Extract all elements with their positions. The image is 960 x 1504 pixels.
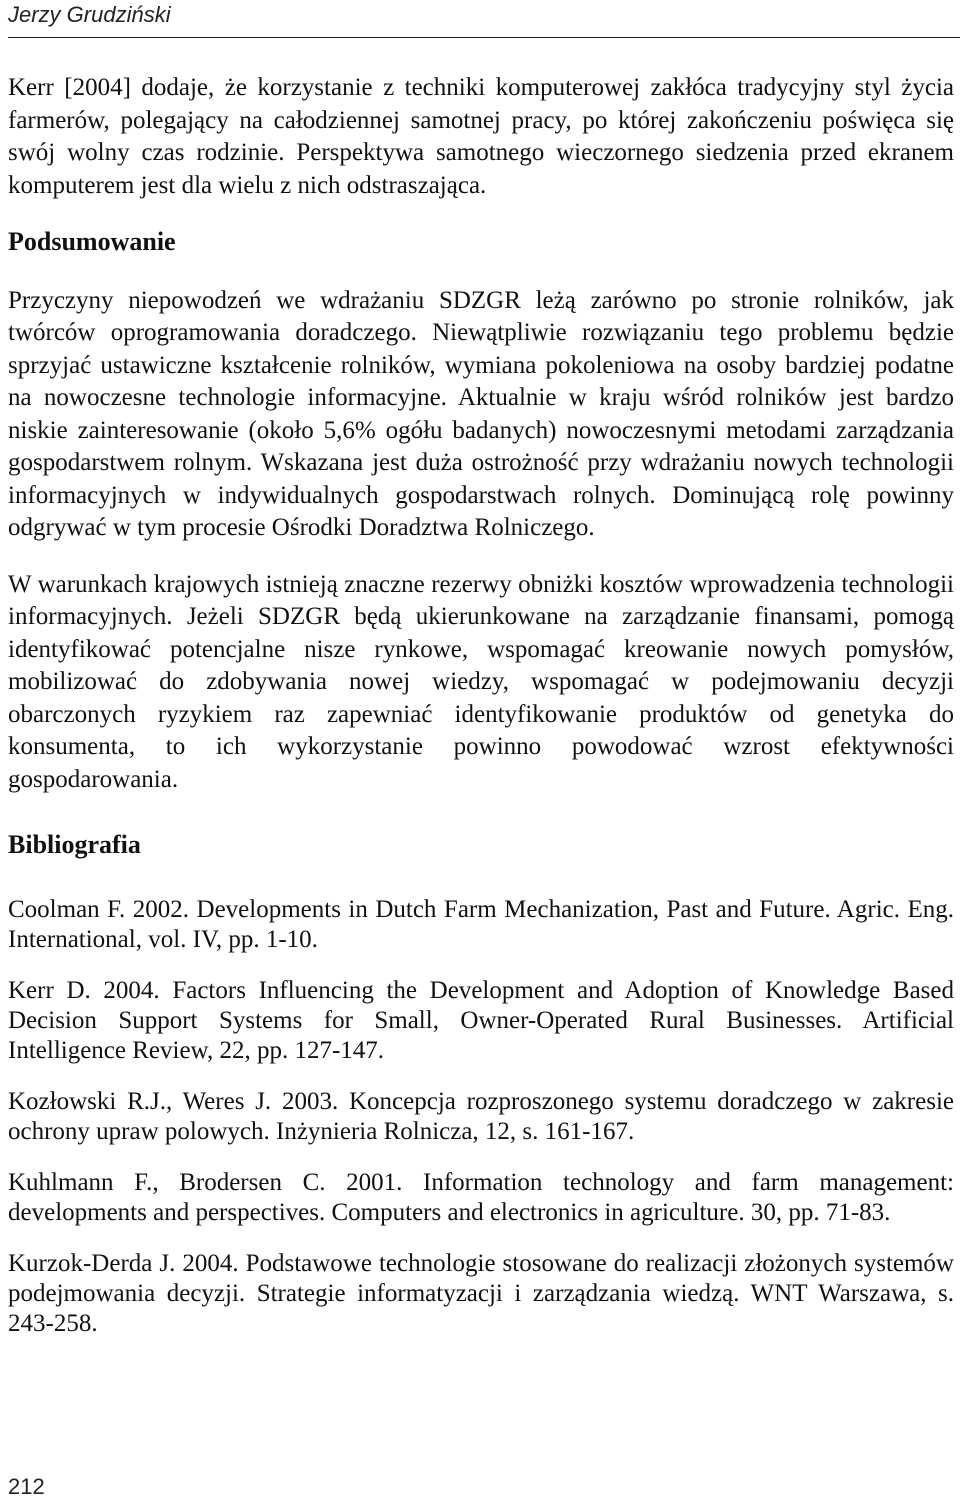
reference-entry-coolman: Coolman F. 2002. Developments in Dutch Farm Mechanization, Past and Future. Agric. Eng. International, vol. IV, pp. 1-10. (8, 895, 954, 953)
spacer (8, 796, 954, 829)
page-number: 212 (8, 1474, 45, 1499)
reference-entry-kurzok-derda: Kurzok-Derda J. 2004. Podstawowe technologie stosowane do realizacji złożonych systemów podejmowania decyzji. Strategie informatyzacji i zarządzania wiedzą. WNT Warszawa, s. 243-258. (8, 1249, 954, 1337)
summary-paragraph-2: W warunkach krajowych istnieją znaczne rezerwy obniżki kosztów wprowadzenia technologii informacyjnych. Jeżeli SDZGR będą ukierunkowane na zarządzanie finansami, pomogą identyfikować potencjalne nisze rynkowe, wspomagać kreowanie nowych pomysłów, mobilizować do zdobywania nowej wiedzy, wspomagać w podejmowaniu decyzji obarczonych ryzykiem raz zapewniać identyfikowanie produktów od genetyka do konsumenta, to ich wykorzystanie powinno powodować wzrost efektywności gospodarowania. (8, 570, 954, 793)
reference-entry-kozlowski: Kozłowski R.J., Weres J. 2003. Koncepcja rozproszonego systemu doradczego w zakresie ochrony upraw polowych. Inżynieria Rolnicza, 12, s. 161-167. (8, 1087, 954, 1145)
bibliography-heading: Bibliografia (8, 830, 141, 859)
spacer (8, 545, 954, 569)
spacer (8, 1066, 954, 1087)
summary-paragraph-1: Przyczyny niepowodzeń we wdrażaniu SDZGR leżą zarówno po stronie rolników, jak twórców oprogramowania doradczego. Niewątpliwie rozwiązaniu tego problemu będzie sprzyjać ustawiczne kształcenie rolników, wymiana pokoleniowa na osoby bardziej podatne na nowoczesne technologie informacyjne. Aktualnie w kraju wśród rolników jest bardzo niskie zainteresowanie (około 5,6% ogółu badanych) nowoczesnymi metodami zarządzania gospodarstwem rolnym. Wskazana jest duża ostrożność przy wdrażaniu nowych technologii informacyjnych w indywidualnych gospodarstwach rolnych. Dominującą rolę powinny odgrywać w tym procesie Ośrodki Doradztwa Rolniczego. (8, 286, 954, 541)
reference-entry-kerr: Kerr D. 2004. Factors Influencing the Development and Adoption of Knowledge Based Decision Support Systems for Small, Owner-Operated Rural Businesses. Artificial Intelligence Review, 22, pp. 127-147. (8, 976, 954, 1064)
summary-heading: Podsumowanie (8, 227, 176, 256)
reference-entry-kuhlmann: Kuhlmann F., Brodersen C. 2001. Information technology and farm management: developments and perspectives. Computers and electronics in agriculture. 30, pp. 71-83. (8, 1168, 954, 1226)
intro-paragraph: Kerr [2004] dodaje, że korzystanie z techniki komputerowej zakłóca tradycyjny styl życia farmerów, polegający na całodziennej samotnej pracy, po której zakończeniu poświęca się swój wolny czas rodzinie. Perspektywa samotnego wieczornego siedzenia przed ekranem komputerem jest dla wielu z nich odstraszająca. (8, 74, 954, 199)
spacer (8, 862, 954, 895)
spacer (8, 1228, 954, 1249)
spacer (8, 1147, 954, 1168)
spacer (8, 955, 954, 976)
page-content (8, 72, 954, 1339)
spacer (8, 259, 954, 285)
header-author: Jerzy Grudziński (8, 2, 171, 27)
running-header (8, 0, 960, 38)
spacer (8, 202, 954, 226)
